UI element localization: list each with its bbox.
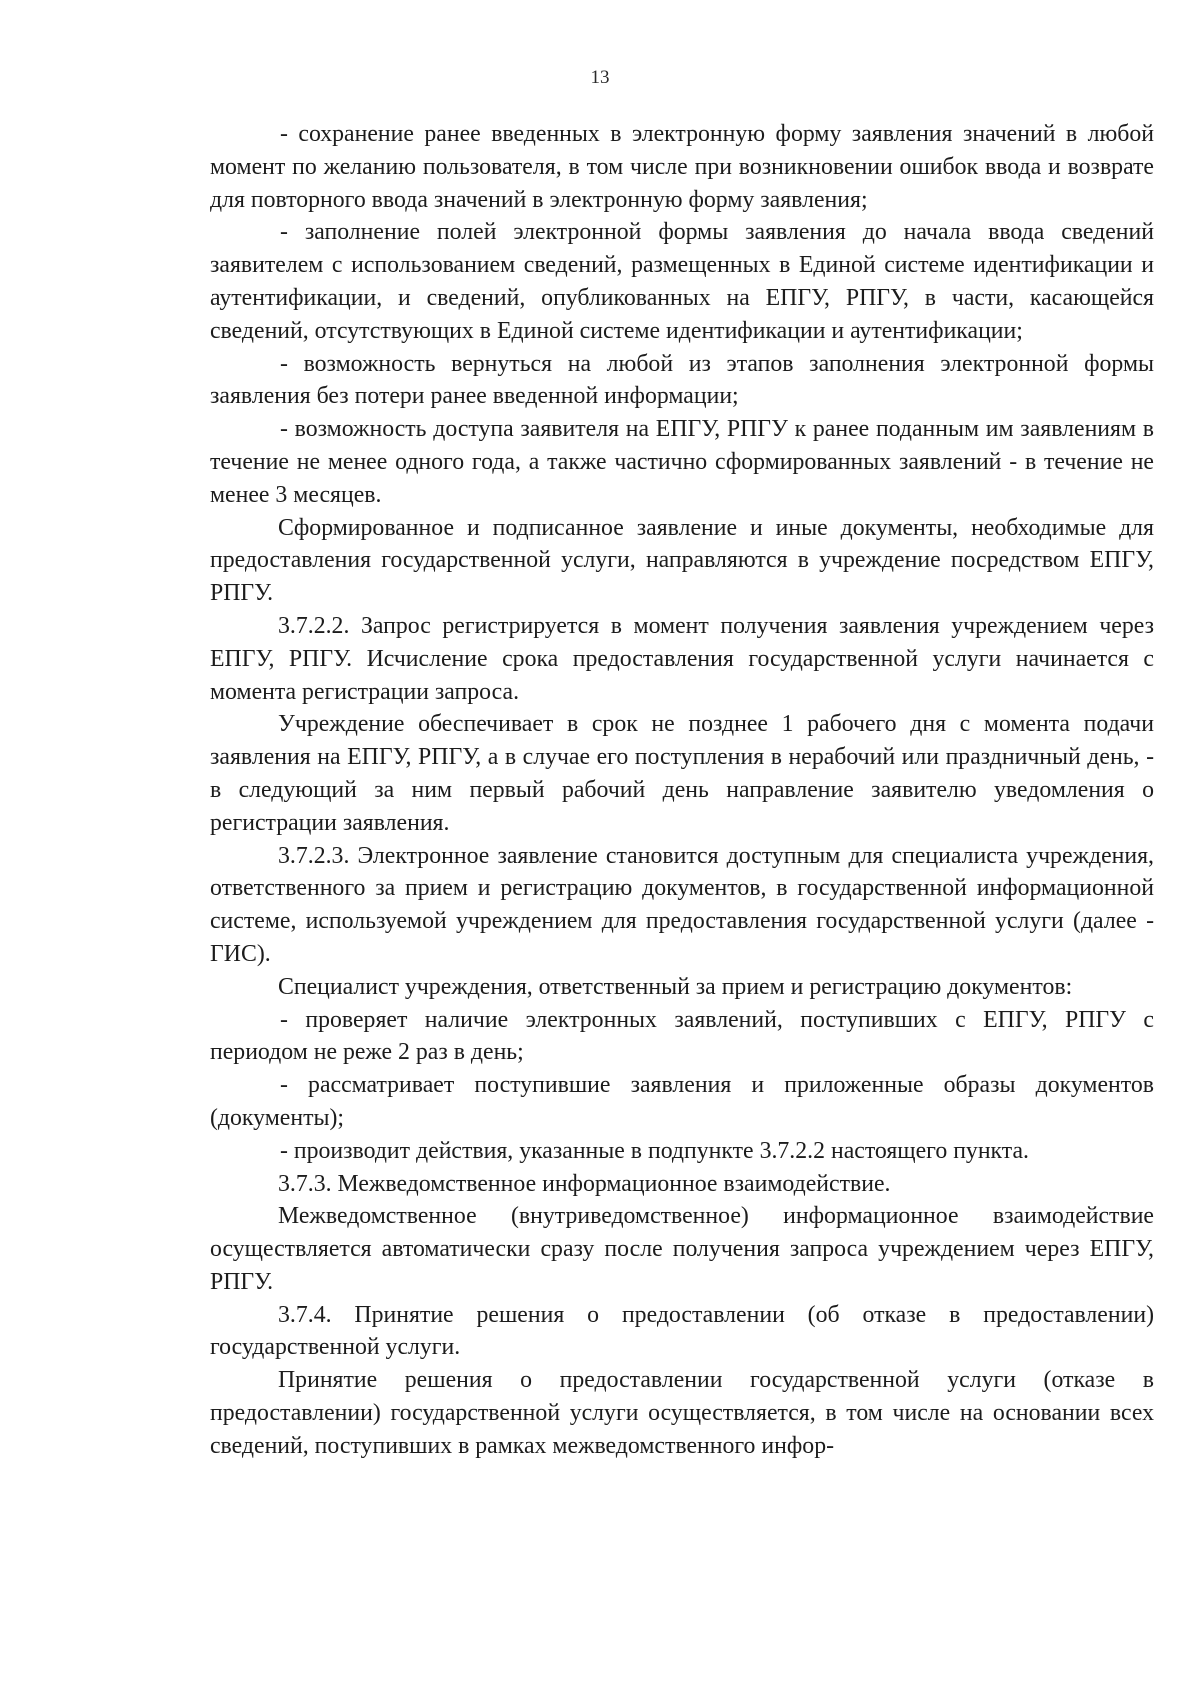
paragraph-bullet-checks-applications: - проверяет наличие электронных заявлений, поступивших с ЕПГУ, РПГУ с периодом не реже 2 раз в день; xyxy=(210,1006,1154,1066)
paragraph-bullet-save-values: - сохранение ранее введенных в электронную форму заявления значений в любой момент по желанию пользователя, в том числе при возникновении ошибок ввода и возврате для повторного ввода значений в электронную форму заявления; xyxy=(210,121,1154,213)
paragraph-bullet-prefill-fields: - заполнение полей электронной формы заявления до начала ввода сведений заявителем с использованием сведений, размещенных в Единой системе идентификации и аутентификации, и сведений, опубликованных на ЕПГУ, РПГУ, в части, касающейся сведений, отсутствующих в Единой системе идентификации и аутентификации; xyxy=(210,219,1154,344)
paragraph-section-3-7-2-3: 3.7.2.3. Электронное заявление становится доступным для специалиста учреждения, ответственного за прием и регистрацию документов, в государственной информационной системе, используемой учреждением для предоставления государственной услуги (далее - ГИС). xyxy=(210,842,1154,967)
paragraph-registration-notice: Учреждение обеспечивает в срок не позднее 1 рабочего дня с момента подачи заявления на ЕПГУ, РПГУ, а в случае его поступления в нерабочий или праздничный день, - в следующий за ним первый рабочий день направление заявителю уведомления о регистрации заявления. xyxy=(210,711,1154,836)
paragraph-bullet-reviews-applications: - рассматривает поступившие заявления и приложенные образы документов (документы); xyxy=(210,1072,1154,1131)
page-number: 13 xyxy=(590,67,610,88)
paragraph-interagency-interaction: Межведомственное (внутриведомственное) информационное взаимодействие осуществляется автоматически сразу после получения запроса учреждением через ЕПГУ, РПГУ. xyxy=(210,1203,1154,1295)
paragraph-bullet-performs-actions: - производит действия, указанные в подпункте 3.7.2.2 настоящего пункта. xyxy=(280,1137,1030,1164)
document-body xyxy=(210,118,1154,1463)
paragraph-bullet-access-applications: - возможность доступа заявителя на ЕПГУ, РПГУ к ранее поданным им заявлениям в течение не менее одного года, а также частично сформированных заявлений - в течение не менее 3 месяцев. xyxy=(210,416,1154,508)
paragraph-specialist-duties: Специалист учреждения, ответственный за прием и регистрацию документов: xyxy=(278,973,1073,1000)
paragraph-bullet-return-to-step: - возможность вернуться на любой из этапов заполнения электронной формы заявления без потери ранее введенной информации; xyxy=(210,350,1154,410)
paragraph-signed-application: Сформированное и подписанное заявление и иные документы, необходимые для предоставления государственной услуги, направляются в учреждение посредством ЕПГУ, РПГУ. xyxy=(210,514,1154,607)
paragraph-section-3-7-3: 3.7.3. Межведомственное информационное взаимодействие. xyxy=(278,1170,891,1197)
paragraph-decision-making: Принятие решения о предоставлении государственной услуги (отказе в предоставлении) государственной услуги осуществляется, в том числе на основании всех сведений, поступивших в рамках межведомственного инфор- xyxy=(210,1367,1154,1459)
paragraph-section-3-7-2-2: 3.7.2.2. Запрос регистрируется в момент получения заявления учреждением через ЕПГУ, РПГУ. Исчисление срока предоставления государственной услуги начинается с момента регистрации запроса. xyxy=(210,612,1154,705)
paragraph-section-3-7-4: 3.7.4. Принятие решения о предоставлении (об отказе в предоставлении) государственной услуги. xyxy=(210,1301,1154,1361)
